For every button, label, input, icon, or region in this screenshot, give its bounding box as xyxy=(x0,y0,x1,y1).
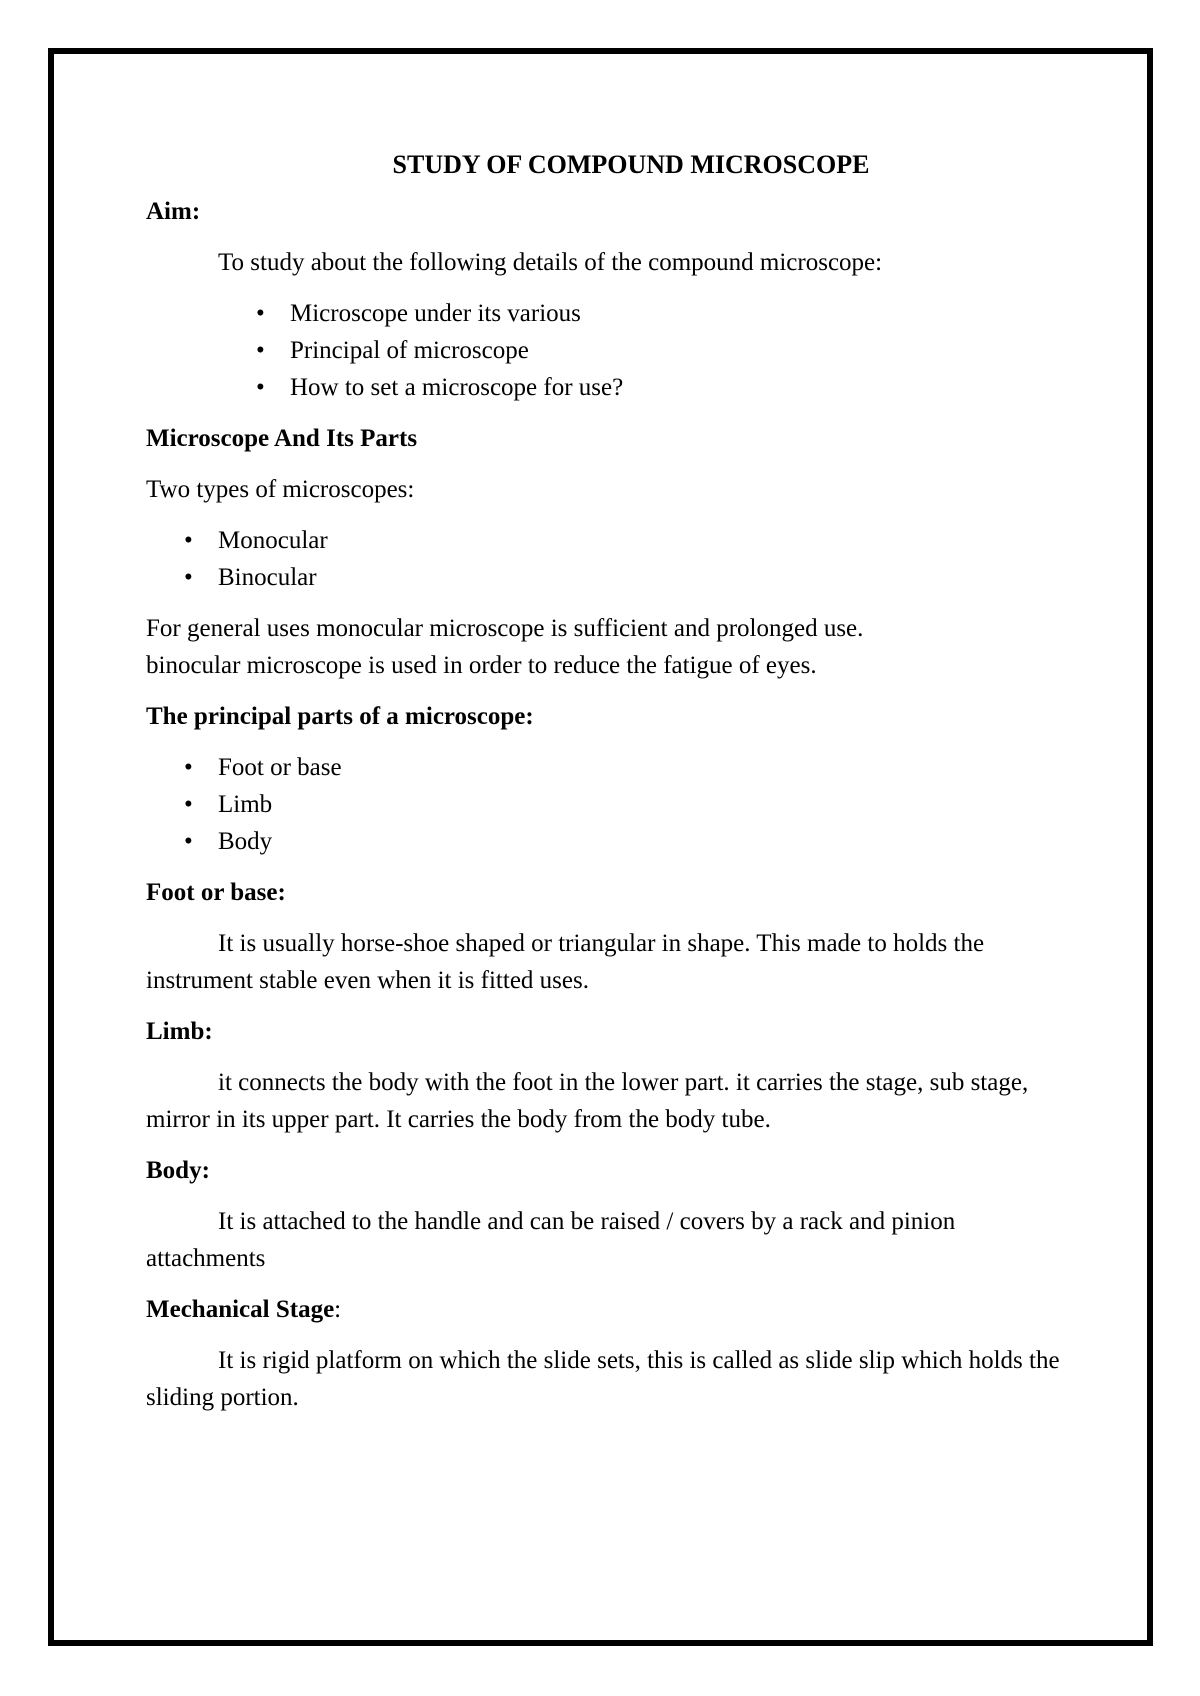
parts-heading: Microscope And Its Parts xyxy=(146,425,418,452)
types-list xyxy=(146,522,1076,596)
foot-paragraph: It is usually horse-shoe shaped or triangular in shape. This made to holds the instrument stable even when it is fitted uses. xyxy=(146,930,985,994)
list-item: • Body xyxy=(146,823,1076,860)
list-item: • How to set a microscope for use? xyxy=(146,369,1076,406)
bullet-icon: • xyxy=(256,337,265,364)
stage-paragraph: It is rigid platform on which the slide sets, this is called as slide slip which holds the sliding portion. xyxy=(146,1347,1060,1411)
stage-heading-colon: : xyxy=(334,1296,342,1323)
bullet-icon: • xyxy=(184,527,193,554)
limb-paragraph: it connects the body with the foot in the lower part. it carries the stage, sub stage, mirror in its upper part. It carries the body from the body tube. xyxy=(146,1069,1029,1133)
principal-parts-heading: The principal parts of a microscope: xyxy=(146,703,534,730)
bullet-icon: • xyxy=(184,564,193,591)
usage-line-1: For general uses monocular microscope is sufficient and prolonged use. xyxy=(146,615,864,642)
body-heading: Body: xyxy=(146,1157,210,1184)
list-item: • Binocular xyxy=(146,559,1076,596)
bullet-icon: • xyxy=(184,754,193,781)
list-item: • Principal of microscope xyxy=(146,332,1076,369)
list-item: • Foot or base xyxy=(146,749,1076,786)
body-paragraph: It is attached to the handle and can be raised / covers by a rack and pinion attachments xyxy=(146,1208,956,1272)
limb-heading: Limb: xyxy=(146,1018,213,1045)
list-item: • Monocular xyxy=(146,522,1076,559)
stage-heading-line xyxy=(146,1291,1076,1328)
bullet-icon: • xyxy=(184,828,193,855)
types-intro: Two types of microscopes: xyxy=(146,476,415,503)
usage-paragraph xyxy=(146,610,1076,684)
aim-intro: To study about the following details of the compound microscope: xyxy=(218,249,883,276)
aim-list xyxy=(146,295,1076,406)
bullet-icon: • xyxy=(256,300,265,327)
bullet-icon: • xyxy=(184,791,193,818)
foot-heading: Foot or base: xyxy=(146,879,286,906)
list-item: • Limb xyxy=(146,786,1076,823)
aim-heading: Aim: xyxy=(146,198,201,225)
document-content xyxy=(146,140,1076,1430)
usage-line-2: binocular microscope is used in order to reduce the fatigue of eyes. xyxy=(146,652,817,679)
page-title: STUDY OF COMPOUND MICROSCOPE xyxy=(392,150,870,179)
principal-parts-list xyxy=(146,749,1076,860)
list-item: • Microscope under its various xyxy=(146,295,1076,332)
bullet-icon: • xyxy=(256,374,265,401)
stage-heading: Mechanical Stage xyxy=(146,1296,335,1323)
